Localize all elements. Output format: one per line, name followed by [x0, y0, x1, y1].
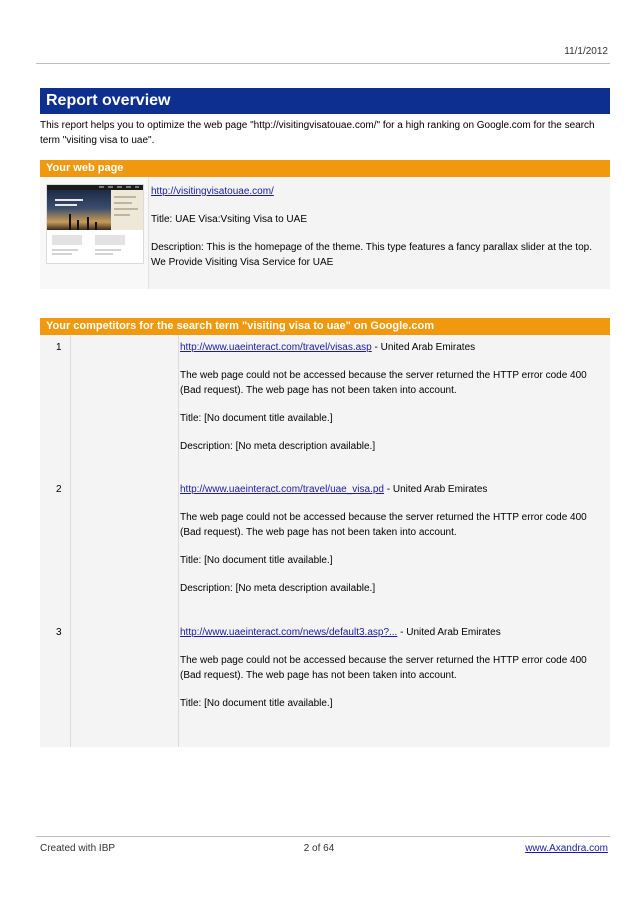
- web-page-panel: [40, 177, 610, 289]
- report-intro: This report helps you to optimize the web page "http://visitingvisatouae.com/" for a high ranking on Google.com for the search term "visiting visa to uae".: [40, 120, 595, 146]
- competitor-rank: 1: [56, 342, 62, 353]
- web-page-description: Description: This is the homepage of the theme. This type features a fancy parallax slider at the top. We Provide Visiting Visa Service for UAE: [151, 242, 592, 268]
- competitors-panel: [40, 335, 610, 747]
- competitor-rank: 2: [56, 484, 62, 495]
- footer-divider: [36, 836, 610, 837]
- web-page-url[interactable]: http://visitingvisatouae.com/: [151, 186, 274, 197]
- website-thumbnail: [46, 184, 144, 264]
- competitor-url[interactable]: http://www.uaeinteract.com/news/default3.asp?...: [180, 627, 398, 638]
- competitor-title: Title: [No document title available.]: [180, 555, 333, 566]
- web-page-heading: Your web page: [40, 160, 610, 177]
- competitor-country: - United Arab Emirates: [371, 342, 476, 353]
- footer-page-number: 2 of 64: [303, 843, 335, 854]
- competitor-country: - United Arab Emirates: [384, 484, 488, 495]
- competitor-error: The web page could not be accessed because the server returned the HTTP error code 400 (Bad request). The web page has not been taken into account.: [180, 370, 587, 396]
- footer-created: Created with IBP: [40, 843, 116, 854]
- footer-site-link[interactable]: www.Axandra.com: [525, 843, 608, 854]
- competitor-description: Description: [No meta description available.]: [180, 441, 376, 452]
- header-divider: [36, 63, 610, 64]
- report-date: 11/1/2012: [564, 46, 608, 57]
- web-page-title: Title: UAE Visa:Vsiting Visa to UAE: [151, 214, 307, 225]
- competitor-country: - United Arab Emirates: [397, 627, 501, 638]
- competitor-description: Description: [No meta description available.]: [180, 583, 376, 594]
- competitors-heading: Your competitors for the search term "visiting visa to uae" on Google.com: [40, 318, 610, 335]
- competitor-title: Title: [No document title available.]: [180, 698, 333, 709]
- web-page-info: [151, 184, 603, 283]
- thumbnail-column: [40, 177, 149, 289]
- competitor-error: The web page could not be accessed because the server returned the HTTP error code 400 (Bad request). The web page has not been taken into account.: [180, 655, 587, 681]
- competitor-error: The web page could not be accessed because the server returned the HTTP error code 400 (Bad request). The web page has not been taken into account.: [180, 512, 587, 538]
- competitor-title: Title: [No document title available.]: [180, 413, 333, 424]
- competitor-url[interactable]: http://www.uaeinteract.com/travel/visas.asp: [180, 342, 372, 353]
- report-title: Report overview: [40, 88, 610, 114]
- competitor-url[interactable]: http://www.uaeinteract.com/travel/uae_visa.pd: [180, 484, 384, 495]
- competitor-rank: 3: [56, 627, 62, 638]
